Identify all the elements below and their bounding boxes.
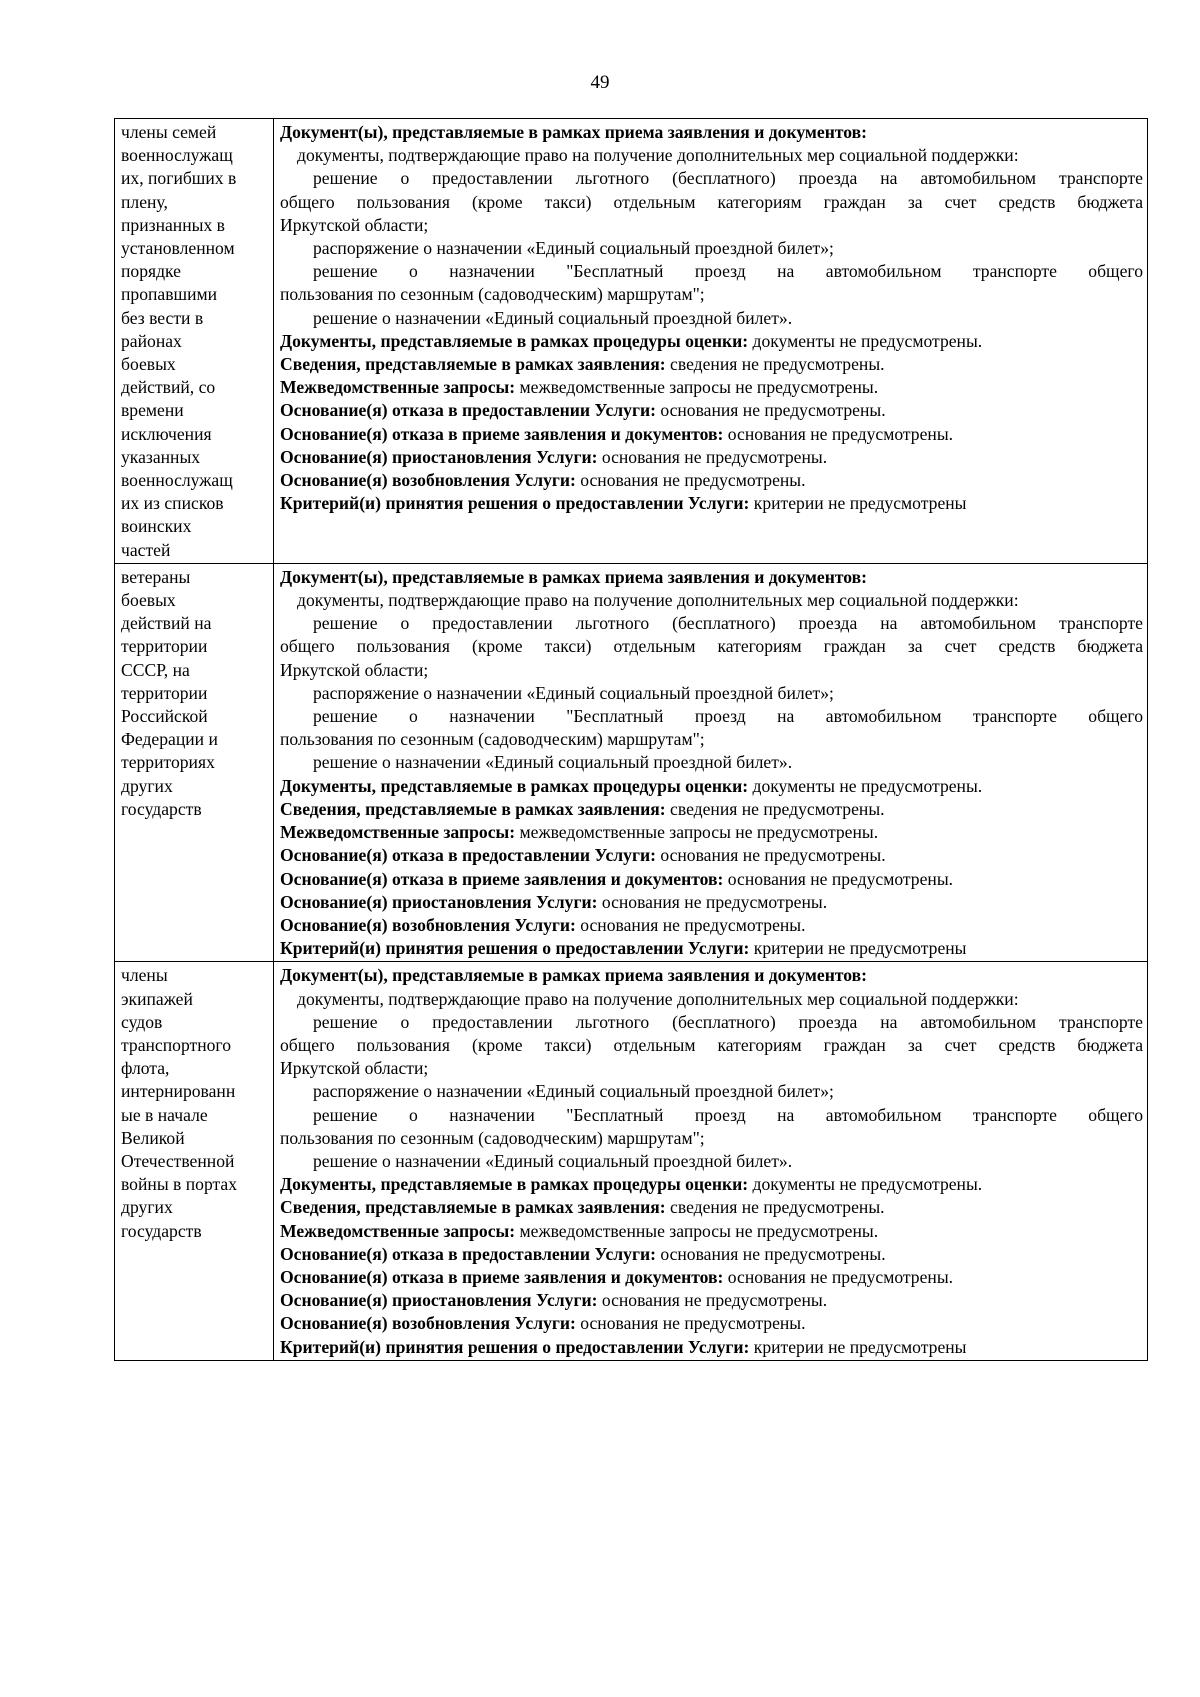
rejection-grounds: Основание(я) отказа в приеме заявления и документов: основания не предусмотрены. bbox=[280, 423, 954, 444]
decision-line: Иркутской области; bbox=[280, 214, 429, 235]
table-body bbox=[115, 119, 1148, 1361]
refusal-grounds: Основание(я) отказа в предоставлении Услуги: основания не предусмотрены. bbox=[280, 845, 886, 866]
interagency-requests: Межведомственные запросы: межведомственные запросы не предусмотрены. bbox=[280, 1220, 879, 1241]
decision-line: решение о предоставлении льготного (бесплатного) проезда на автомобильном транспорте bbox=[313, 168, 1143, 189]
decision-criteria: Критерий(и) принятия решения о предоставлении Услуги: критерии не предусмотрены bbox=[280, 938, 967, 959]
table-row bbox=[115, 563, 1148, 961]
category-cell bbox=[115, 962, 274, 1360]
evaluation-docs: Документы, представляемые в рамках процедуры оценки: документы не предусмотрены. bbox=[280, 775, 983, 796]
decision-line: общего пользования (кроме такси) отдельным категориям граждан за счет средств бюджета bbox=[280, 191, 1143, 212]
evaluation-docs: Документы, представляемые в рамках процедуры оценки: документы не предусмотрены. bbox=[280, 330, 983, 351]
decision-line: решение о назначении «Единый социальный проездной билет». bbox=[313, 307, 793, 328]
services-table bbox=[114, 118, 1148, 1361]
content-cell bbox=[274, 962, 1148, 1360]
documents-intro: документы, подтверждающие право на получение дополнительных мер социальной поддержки: bbox=[297, 590, 1019, 611]
decision-line: пользования по сезонным (садоводческим) маршрутам"; bbox=[280, 729, 705, 750]
decision-line: общего пользования (кроме такси) отдельным категориям граждан за счет средств бюджета bbox=[280, 1034, 1143, 1055]
rejection-grounds: Основание(я) отказа в приеме заявления и документов: основания не предусмотрены. bbox=[280, 1266, 954, 1287]
refusal-grounds: Основание(я) отказа в предоставлении Услуги: основания не предусмотрены. bbox=[280, 400, 886, 421]
resumption-grounds: Основание(я) возобновления Услуги: основания не предусмотрены. bbox=[280, 1313, 806, 1334]
decision-line: решение о предоставлении льготного (бесплатного) проезда на автомобильном транспорте bbox=[313, 613, 1143, 634]
documents-header: Документ(ы), представляемые в рамках приема заявления и документов: bbox=[280, 566, 867, 587]
category-cell bbox=[115, 119, 274, 564]
suspension-grounds: Основание(я) приостановления Услуги: основания не предусмотрены. bbox=[280, 891, 828, 912]
category-text: члены экипажей судов транспортного флота, интернированн ые в начале Великой Отечественной войны в портах других государств bbox=[121, 965, 238, 1241]
documents-header: Документ(ы), представляемые в рамках приема заявления и документов: bbox=[280, 122, 867, 142]
documents-intro: документы, подтверждающие право на получение дополнительных мер социальной поддержки: bbox=[297, 145, 1019, 166]
decision-criteria: Критерий(и) принятия решения о предоставлении Услуги: критерии не предусмотрены bbox=[280, 493, 967, 514]
category-text: члены семей военнослужащ их, погибших в плену, признанных в установленном порядке пропавшими без вести в районах боевых действий, со времени исключения указанных военнослужащ их из списков воинских частей bbox=[121, 122, 237, 560]
content-cell bbox=[274, 119, 1148, 564]
table-row bbox=[115, 962, 1148, 1360]
category-cell bbox=[115, 563, 274, 961]
decision-line: общего пользования (кроме такси) отдельным категориям граждан за счет средств бюджета bbox=[280, 636, 1143, 657]
application-info: Сведения, представляемые в рамках заявления: сведения не предусмотрены. bbox=[280, 354, 885, 375]
content-cell bbox=[274, 563, 1148, 961]
decision-line: решение о назначении "Бесплатный проезд на автомобильном транспорте общего bbox=[313, 1104, 1143, 1125]
decision-line: решение о назначении «Единый социальный проездной билет». bbox=[313, 1150, 793, 1171]
resumption-grounds: Основание(я) возобновления Услуги: основания не предусмотрены. bbox=[280, 914, 806, 935]
application-info: Сведения, представляемые в рамках заявления: сведения не предусмотрены. bbox=[280, 1197, 885, 1218]
suspension-grounds: Основание(я) приостановления Услуги: основания не предусмотрены. bbox=[280, 446, 828, 467]
order-line: распоряжение о назначении «Единый социальный проездной билет»; bbox=[313, 238, 834, 259]
interagency-requests: Межведомственные запросы: межведомственные запросы не предусмотрены. bbox=[280, 377, 879, 398]
category-text: ветераны боевых действий на территории СССР, на территории Российской Федерации и территориях других государств bbox=[121, 566, 218, 819]
rejection-grounds: Основание(я) отказа в приеме заявления и документов: основания не предусмотрены. bbox=[280, 868, 954, 889]
application-info: Сведения, представляемые в рамках заявления: сведения не предусмотрены. bbox=[280, 798, 885, 819]
decision-line: решение о назначении «Единый социальный проездной билет». bbox=[313, 752, 793, 773]
decision-line: решение о назначении "Бесплатный проезд на автомобильном транспорте общего bbox=[313, 706, 1143, 727]
decision-line: решение о предоставлении льготного (бесплатного) проезда на автомобильном транспорте bbox=[313, 1011, 1143, 1032]
documents-header: Документ(ы), представляемые в рамках приема заявления и документов: bbox=[280, 965, 867, 986]
order-line: распоряжение о назначении «Единый социальный проездной билет»; bbox=[313, 682, 834, 703]
table-row bbox=[115, 119, 1148, 564]
decision-criteria: Критерий(и) принятия решения о предоставлении Услуги: критерии не предусмотрены bbox=[280, 1336, 967, 1357]
decision-line: пользования по сезонным (садоводческим) маршрутам"; bbox=[280, 1127, 705, 1148]
decision-line: решение о назначении "Бесплатный проезд на автомобильном транспорте общего bbox=[313, 261, 1143, 282]
page-number: 49 bbox=[590, 72, 610, 93]
interagency-requests: Межведомственные запросы: межведомственные запросы не предусмотрены. bbox=[280, 822, 879, 843]
evaluation-docs: Документы, представляемые в рамках процедуры оценки: документы не предусмотрены. bbox=[280, 1174, 983, 1195]
decision-line: пользования по сезонным (садоводческим) маршрутам"; bbox=[280, 284, 705, 305]
decision-line: Иркутской области; bbox=[280, 659, 429, 680]
order-line: распоряжение о назначении «Единый социальный проездной билет»; bbox=[313, 1081, 834, 1102]
suspension-grounds: Основание(я) приостановления Услуги: основания не предусмотрены. bbox=[280, 1290, 828, 1311]
refusal-grounds: Основание(я) отказа в предоставлении Услуги: основания не предусмотрены. bbox=[280, 1243, 886, 1264]
resumption-grounds: Основание(я) возобновления Услуги: основания не предусмотрены. bbox=[280, 470, 806, 491]
documents-intro: документы, подтверждающие право на получение дополнительных мер социальной поддержки: bbox=[297, 988, 1019, 1009]
decision-line: Иркутской области; bbox=[280, 1058, 429, 1079]
